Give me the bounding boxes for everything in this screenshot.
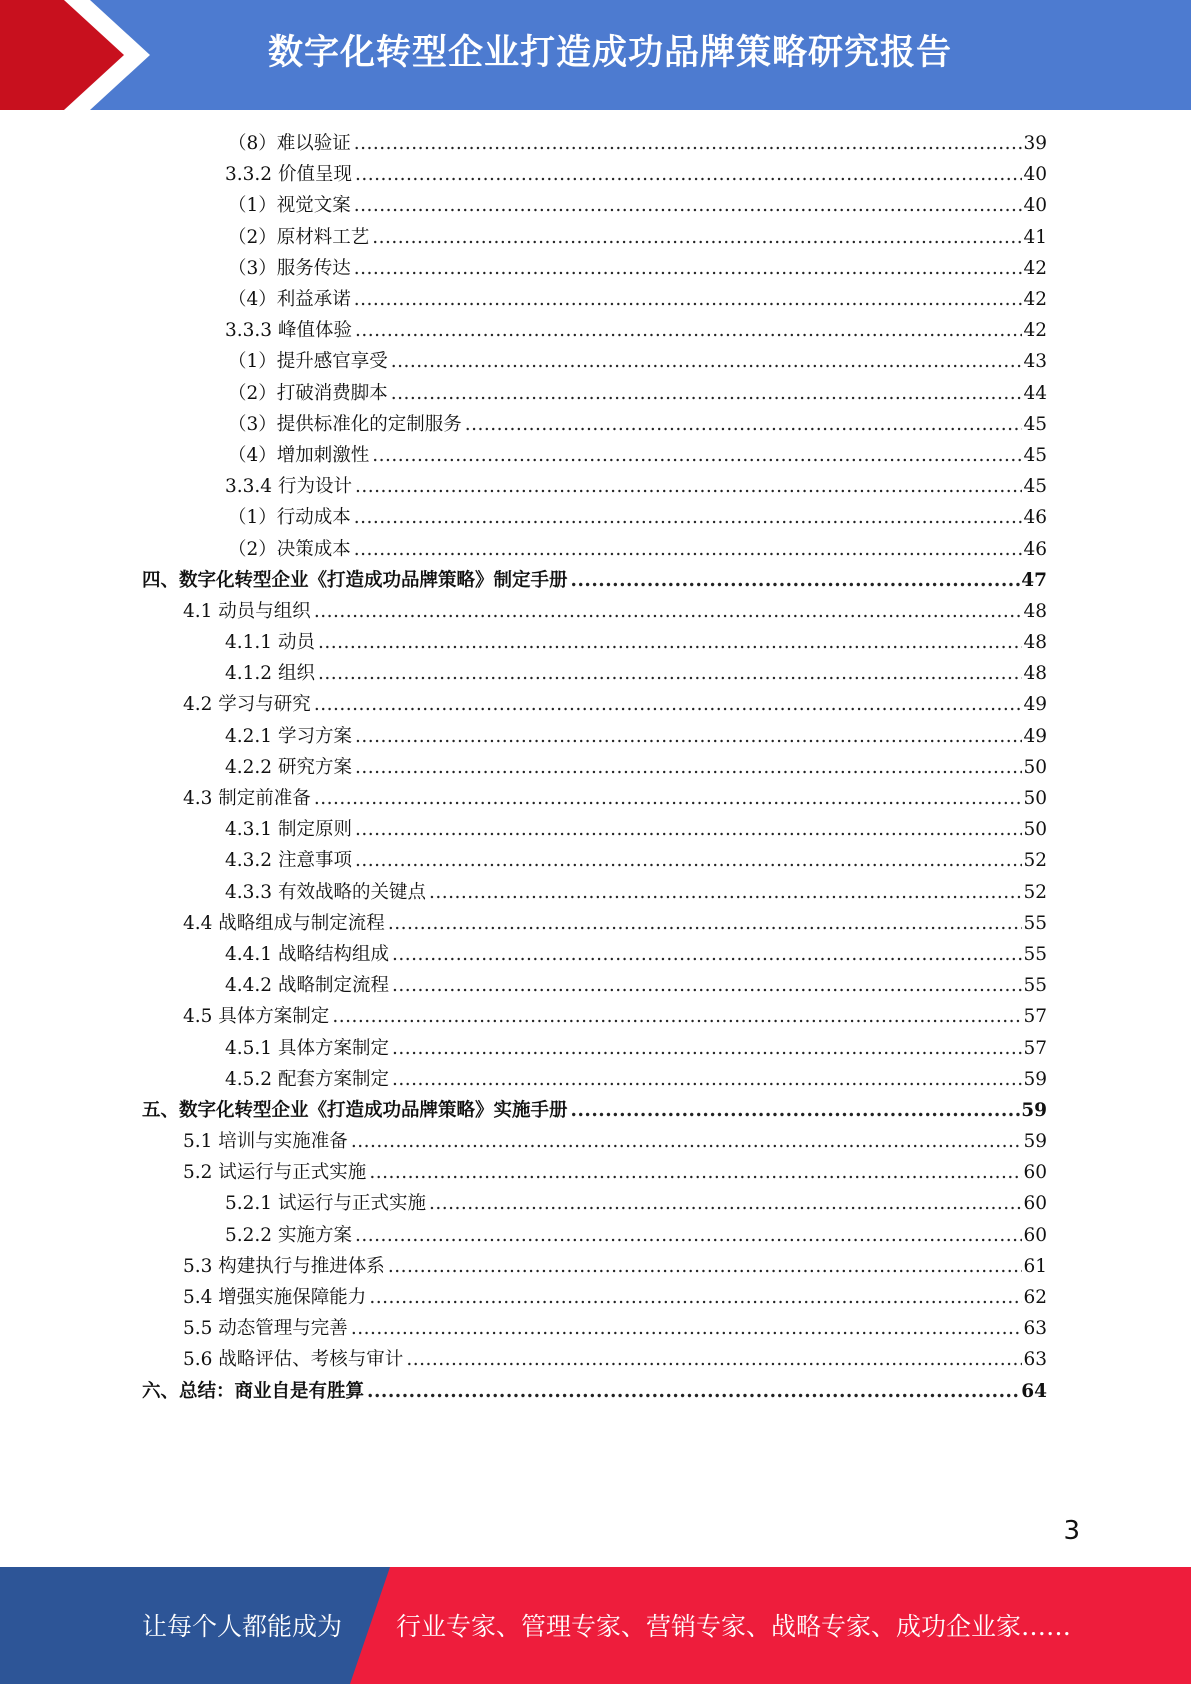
toc-entry-page: 59	[1021, 1099, 1047, 1121]
toc-entry-page: 55	[1023, 943, 1047, 965]
toc-entry-page: 39	[1023, 133, 1047, 155]
toc-entry[interactable]	[0, 159, 1047, 190]
toc-entry-page: 41	[1023, 226, 1047, 248]
toc-entry-label: （1）提升感官享受	[228, 351, 388, 373]
toc-dot-leader	[392, 1033, 1022, 1064]
toc-entry-label: 4.5 具体方案制定	[183, 1006, 330, 1028]
toc-entry-page: 50	[1023, 756, 1047, 778]
toc-entry-label: 4.4.1 战略结构组成	[225, 943, 389, 965]
toc-dot-leader	[406, 1344, 1022, 1375]
toc-entry-page: 59	[1023, 1131, 1047, 1153]
toc-entry-label: 4.4 战略组成与制定流程	[183, 912, 385, 934]
toc-entry[interactable]	[0, 1157, 1047, 1188]
toc-entry-page: 61	[1023, 1255, 1047, 1277]
toc-entry-label: （8）难以验证	[228, 133, 351, 155]
toc-entry[interactable]	[0, 128, 1047, 159]
toc-entry-label: 5.2.2 实施方案	[225, 1224, 352, 1246]
table-of-contents	[0, 128, 1191, 1407]
toc-entry[interactable]	[0, 1313, 1047, 1344]
toc-entry-label: 六、总结：商业自是有胜算	[142, 1380, 365, 1402]
toc-entry-page: 48	[1023, 600, 1047, 622]
toc-entry-label: （4）增加刺激性	[228, 444, 370, 466]
page-header	[0, 0, 1191, 110]
toc-entry-label: 4.2.1 学习方案	[225, 725, 352, 747]
toc-entry-label: 4.1 动员与组织	[183, 600, 311, 622]
toc-entry[interactable]	[0, 1032, 1047, 1063]
toc-entry-page: 62	[1023, 1287, 1047, 1309]
toc-dot-leader	[392, 939, 1022, 970]
toc-dot-leader	[355, 814, 1023, 845]
toc-entry-page: 42	[1023, 320, 1047, 342]
toc-entry-label: 3.3.2 价值呈现	[225, 164, 352, 186]
toc-entry[interactable]	[0, 253, 1047, 284]
toc-entry-label: 5.2 试运行与正式实施	[183, 1162, 367, 1184]
toc-dot-leader	[354, 253, 1023, 284]
toc-entry-page: 63	[1023, 1318, 1047, 1340]
toc-entry[interactable]	[0, 783, 1047, 814]
toc-dot-leader	[314, 783, 1023, 814]
toc-entry-label: （1）行动成本	[228, 507, 351, 529]
footer-slogan-left: 让每个人都能成为	[142, 1612, 343, 1641]
toc-entry-page: 57	[1023, 1037, 1047, 1059]
toc-entry[interactable]	[0, 190, 1047, 221]
toc-entry-page: 48	[1023, 632, 1047, 654]
toc-entry-page: 59	[1023, 1068, 1047, 1090]
toc-entry-page: 42	[1023, 289, 1047, 311]
toc-entry-label: 5.6 战略评估、考核与审计	[183, 1349, 404, 1371]
toc-entry-page: 45	[1023, 413, 1047, 435]
toc-entry[interactable]	[0, 284, 1047, 315]
toc-entry-page: 40	[1023, 195, 1047, 217]
toc-entry[interactable]	[0, 1001, 1047, 1032]
toc-dot-leader	[354, 502, 1023, 533]
toc-entry[interactable]	[0, 939, 1047, 970]
toc-entry-label: 5.2.1 试运行与正式实施	[225, 1193, 426, 1215]
toc-entry-page: 46	[1023, 507, 1047, 529]
toc-entry[interactable]	[0, 845, 1047, 876]
toc-entry-label: 4.3.1 制定原则	[225, 819, 352, 841]
toc-entry[interactable]	[0, 409, 1047, 440]
toc-entry-label: 5.1 培训与实施准备	[183, 1131, 348, 1153]
toc-entry[interactable]	[0, 471, 1047, 502]
toc-entry-label: 4.4.2 战略制定流程	[225, 975, 389, 997]
toc-dot-leader	[571, 565, 1021, 596]
toc-dot-leader	[369, 1157, 1022, 1188]
page-number: 3	[1063, 1516, 1080, 1546]
toc-entry-page: 64	[1021, 1380, 1047, 1402]
toc-entry-page: 60	[1023, 1193, 1047, 1215]
toc-dot-leader	[392, 970, 1022, 1001]
toc-dot-leader	[372, 440, 1022, 471]
toc-entry[interactable]	[0, 1251, 1047, 1282]
toc-entry-page: 44	[1023, 382, 1047, 404]
toc-dot-leader	[355, 752, 1023, 783]
toc-dot-leader	[429, 877, 1022, 908]
toc-entry-label: 4.5.1 具体方案制定	[225, 1037, 389, 1059]
toc-entry-label: （4）利益承诺	[228, 289, 351, 311]
toc-dot-leader	[391, 346, 1023, 377]
toc-entry-label: 4.1.1 动员	[225, 632, 315, 654]
toc-entry[interactable]	[0, 502, 1047, 533]
toc-entry-page: 46	[1023, 538, 1047, 560]
toc-entry[interactable]	[0, 378, 1047, 409]
toc-entry[interactable]	[0, 814, 1047, 845]
toc-entry-page: 55	[1023, 912, 1047, 934]
toc-entry-label: （3）服务传达	[228, 257, 351, 279]
toc-entry[interactable]	[0, 346, 1047, 377]
toc-dot-leader	[332, 1001, 1022, 1032]
toc-dot-leader	[354, 534, 1023, 565]
toc-entry-label: （2）原材料工艺	[228, 226, 370, 248]
toc-entry[interactable]	[0, 1344, 1047, 1375]
toc-entry[interactable]	[0, 440, 1047, 471]
toc-entry-label: 4.2.2 研究方案	[225, 756, 352, 778]
header-red-chevron	[0, 0, 150, 110]
toc-entry-page: 52	[1023, 881, 1047, 903]
toc-entry-page: 63	[1023, 1349, 1047, 1371]
toc-dot-leader	[354, 190, 1023, 221]
toc-entry-label: 3.3.3 峰值体验	[225, 320, 352, 342]
toc-entry-page: 45	[1023, 444, 1047, 466]
toc-dot-leader	[355, 721, 1023, 752]
toc-entry[interactable]	[0, 721, 1047, 752]
toc-dot-leader	[388, 1251, 1023, 1282]
toc-dot-leader	[429, 1188, 1022, 1219]
toc-entry-label: （2）打破消费脚本	[228, 382, 388, 404]
toc-entry-label: 5.5 动态管理与完善	[183, 1318, 348, 1340]
toc-entry[interactable]	[0, 877, 1047, 908]
toc-entry-page: 47	[1021, 569, 1047, 591]
toc-entry-label: 4.2 学习与研究	[183, 694, 311, 716]
toc-dot-leader	[314, 689, 1023, 720]
toc-entry-page: 43	[1023, 351, 1047, 373]
toc-entry-page: 60	[1023, 1224, 1047, 1246]
toc-entry-page: 50	[1023, 788, 1047, 810]
toc-dot-leader	[355, 845, 1023, 876]
toc-entry[interactable]	[0, 1282, 1047, 1313]
footer-slogan-right: 行业专家、管理专家、营销专家、战略专家、成功企业家……	[396, 1612, 1072, 1641]
toc-entry-label: （2）决策成本	[228, 538, 351, 560]
toc-entry[interactable]	[0, 1126, 1047, 1157]
toc-dot-leader	[372, 222, 1022, 253]
toc-entry-page: 52	[1023, 850, 1047, 872]
toc-entry-label: 4.3 制定前准备	[183, 788, 311, 810]
toc-entry[interactable]	[0, 908, 1047, 939]
toc-entry[interactable]	[0, 1095, 1047, 1126]
toc-dot-leader	[391, 378, 1023, 409]
toc-entry-page: 55	[1023, 975, 1047, 997]
toc-entry-label: 4.1.2 组织	[225, 663, 315, 685]
toc-dot-leader	[354, 128, 1023, 159]
toc-dot-leader	[318, 658, 1023, 689]
toc-entry[interactable]	[0, 970, 1047, 1001]
toc-dot-leader	[355, 1220, 1023, 1251]
toc-dot-leader	[318, 627, 1023, 658]
toc-entry[interactable]	[0, 1220, 1047, 1251]
toc-dot-leader	[392, 1064, 1022, 1095]
toc-entry-page: 49	[1023, 694, 1047, 716]
toc-entry-page: 40	[1023, 164, 1047, 186]
toc-entry[interactable]	[0, 222, 1047, 253]
toc-entry[interactable]	[0, 315, 1047, 346]
toc-dot-leader	[314, 596, 1023, 627]
toc-entry-page: 50	[1023, 819, 1047, 841]
toc-dot-leader	[354, 284, 1023, 315]
toc-entry-label: 4.5.2 配套方案制定	[225, 1068, 389, 1090]
toc-entry-label: 四、数字化转型企业《打造成功品牌策略》制定手册	[142, 569, 568, 591]
toc-entry-label: （3）提供标准化的定制服务	[228, 413, 462, 435]
report-title: 数字化转型企业打造成功品牌策略研究报告	[267, 33, 952, 73]
toc-entry[interactable]	[0, 565, 1047, 596]
toc-dot-leader	[571, 1095, 1021, 1126]
toc-entry[interactable]	[0, 658, 1047, 689]
toc-entry[interactable]	[0, 533, 1047, 564]
toc-dot-leader	[355, 315, 1023, 346]
toc-dot-leader	[351, 1313, 1023, 1344]
toc-entry[interactable]	[0, 752, 1047, 783]
page-footer	[0, 1567, 1191, 1684]
toc-entry[interactable]	[0, 1376, 1047, 1407]
toc-entry[interactable]	[0, 1188, 1047, 1219]
toc-entry-label: 五、数字化转型企业《打造成功品牌策略》实施手册	[142, 1099, 568, 1121]
toc-entry-page: 42	[1023, 257, 1047, 279]
toc-dot-leader	[367, 1376, 1020, 1407]
toc-entry-label: 4.3.2 注意事项	[225, 850, 352, 872]
toc-entry-page: 45	[1023, 476, 1047, 498]
toc-entry-label: （1）视觉文案	[228, 195, 351, 217]
toc-entry-label: 3.3.4 行为设计	[225, 476, 352, 498]
toc-dot-leader	[388, 908, 1023, 939]
toc-dot-leader	[355, 159, 1023, 190]
toc-entry[interactable]	[0, 689, 1047, 720]
toc-dot-leader	[465, 409, 1023, 440]
toc-entry[interactable]	[0, 596, 1047, 627]
toc-entry-page: 57	[1023, 1006, 1047, 1028]
toc-entry-label: 4.3.3 有效战略的关键点	[225, 881, 426, 903]
toc-entry-page: 60	[1023, 1162, 1047, 1184]
toc-entry-label: 5.4 增强实施保障能力	[183, 1287, 367, 1309]
toc-dot-leader	[351, 1126, 1023, 1157]
toc-entry-page: 48	[1023, 663, 1047, 685]
toc-entry[interactable]	[0, 627, 1047, 658]
toc-entry-page: 49	[1023, 725, 1047, 747]
toc-entry[interactable]	[0, 1064, 1047, 1095]
toc-entry-label: 5.3 构建执行与推进体系	[183, 1255, 385, 1277]
toc-dot-leader	[369, 1282, 1022, 1313]
toc-dot-leader	[355, 471, 1023, 502]
